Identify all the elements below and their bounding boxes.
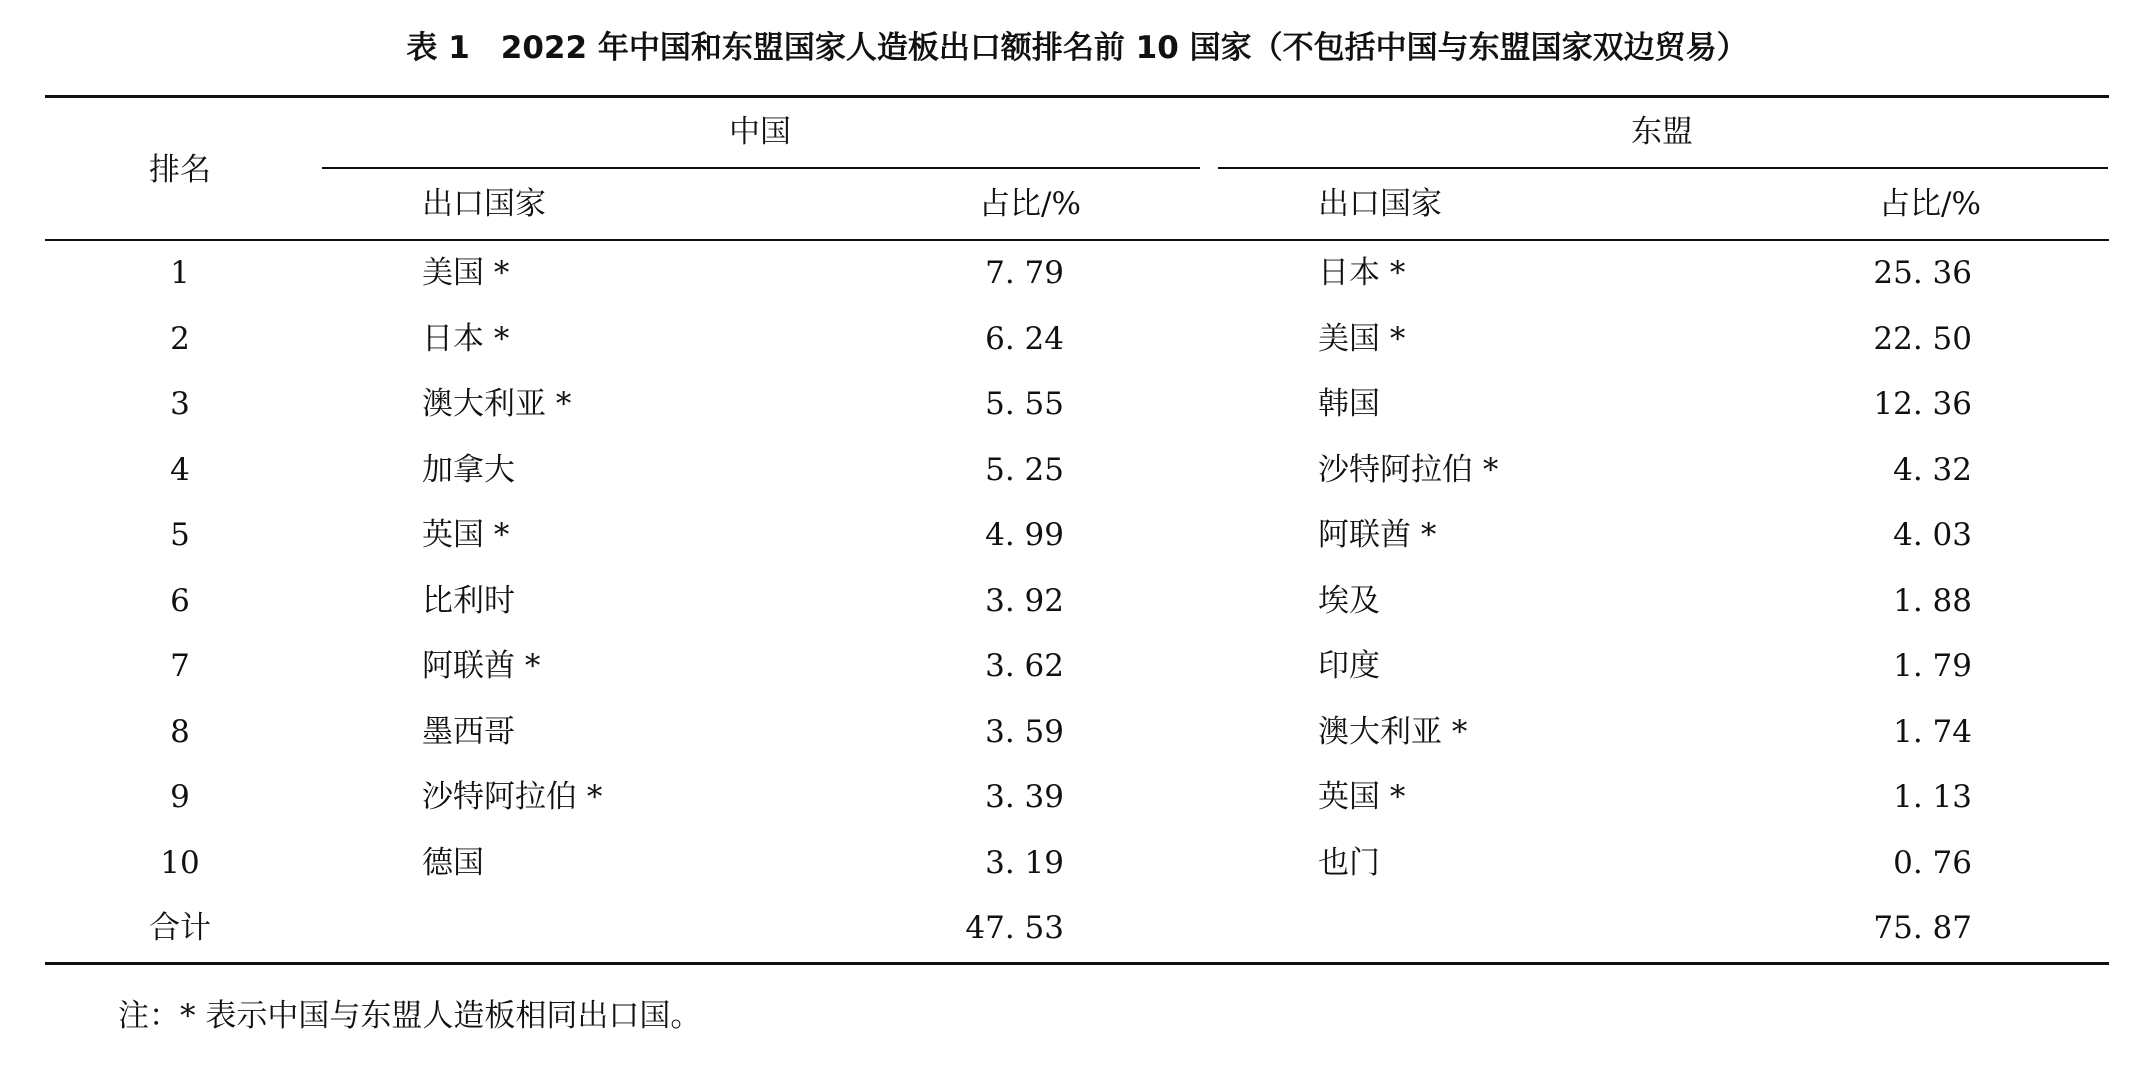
top-rule	[45, 95, 2109, 98]
china-country-cell: 加拿大	[422, 452, 515, 488]
rank-cell: 4	[170, 452, 190, 488]
asean-share-header: 占比/%	[1879, 186, 1981, 222]
asean-share-cell: 4. 32	[1893, 452, 1972, 488]
china-group-rule	[322, 167, 1200, 169]
asean-share-cell: 1. 88	[1893, 583, 1972, 619]
china-country-cell: 英国 *	[422, 517, 510, 553]
rank-cell: 1	[170, 255, 190, 291]
china-country-cell: 沙特阿拉伯 *	[422, 779, 603, 815]
table-note: 注：* 表示中国与东盟人造板相同出口国。	[118, 998, 702, 1034]
asean-country-cell: 印度	[1318, 648, 1380, 684]
china-country-cell: 墨西哥	[422, 714, 515, 750]
china-country-cell: 德国	[422, 845, 484, 881]
rank-cell: 2	[170, 321, 190, 357]
asean-share-cell: 1. 74	[1893, 714, 1972, 750]
asean-country-cell: 美国 *	[1318, 321, 1406, 357]
china-country-cell: 美国 *	[422, 255, 510, 291]
asean-country-cell: 阿联酋 *	[1318, 517, 1437, 553]
rank-cell: 5	[170, 517, 190, 553]
china-country-cell: 日本 *	[422, 321, 510, 357]
asean-country-cell: 也门	[1318, 845, 1380, 881]
china-share-cell: 4. 99	[985, 517, 1064, 553]
asean-country-cell: 韩国	[1318, 386, 1380, 422]
china-share-cell: 3. 62	[985, 648, 1064, 684]
asean-total-share: 75. 87	[1873, 910, 1972, 946]
asean-share-cell: 1. 79	[1893, 648, 1972, 684]
rank-cell: 10	[160, 845, 200, 881]
rank-cell: 9	[170, 779, 190, 815]
asean-share-cell: 0. 76	[1893, 845, 1972, 881]
china-share-cell: 3. 39	[985, 779, 1064, 815]
asean-group-header: 东盟	[1631, 114, 1693, 150]
china-share-header: 占比/%	[979, 186, 1081, 222]
china-share-cell: 3. 19	[985, 845, 1064, 881]
china-group-header: 中国	[729, 114, 791, 150]
china-share-cell: 5. 25	[985, 452, 1064, 488]
china-share-cell: 6. 24	[985, 321, 1064, 357]
asean-share-cell: 12. 36	[1873, 386, 1972, 422]
total-label: 合计	[149, 910, 211, 946]
asean-country-cell: 英国 *	[1318, 779, 1406, 815]
table-title: 表 1 2022 年中国和东盟国家人造板出口额排名前 10 国家（不包括中国与东盟国家双边贸易）	[406, 30, 1748, 66]
china-country-cell: 阿联酋 *	[422, 648, 541, 684]
asean-country-cell: 埃及	[1318, 583, 1380, 619]
asean-share-cell: 1. 13	[1893, 779, 1972, 815]
asean-country-cell: 澳大利亚 *	[1318, 714, 1468, 750]
china-share-cell: 5. 55	[985, 386, 1064, 422]
header-bottom-rule	[45, 239, 2109, 241]
china-share-cell: 3. 59	[985, 714, 1064, 750]
china-country-cell: 比利时	[422, 583, 515, 619]
bottom-rule	[45, 962, 2109, 965]
asean-country-header: 出口国家	[1318, 186, 1442, 222]
china-country-cell: 澳大利亚 *	[422, 386, 572, 422]
asean-share-cell: 22. 50	[1873, 321, 1972, 357]
asean-share-cell: 4. 03	[1893, 517, 1972, 553]
china-country-header: 出口国家	[422, 186, 546, 222]
rank-header: 排名	[149, 152, 211, 188]
asean-country-cell: 日本 *	[1318, 255, 1406, 291]
china-share-cell: 7. 79	[985, 255, 1064, 291]
rank-cell: 3	[170, 386, 190, 422]
asean-country-cell: 沙特阿拉伯 *	[1318, 452, 1499, 488]
asean-group-rule	[1218, 167, 2108, 169]
asean-share-cell: 25. 36	[1873, 255, 1972, 291]
china-total-share: 47. 53	[965, 910, 1064, 946]
china-share-cell: 3. 92	[985, 583, 1064, 619]
rank-cell: 7	[170, 648, 190, 684]
rank-cell: 8	[170, 714, 190, 750]
rank-cell: 6	[170, 583, 190, 619]
